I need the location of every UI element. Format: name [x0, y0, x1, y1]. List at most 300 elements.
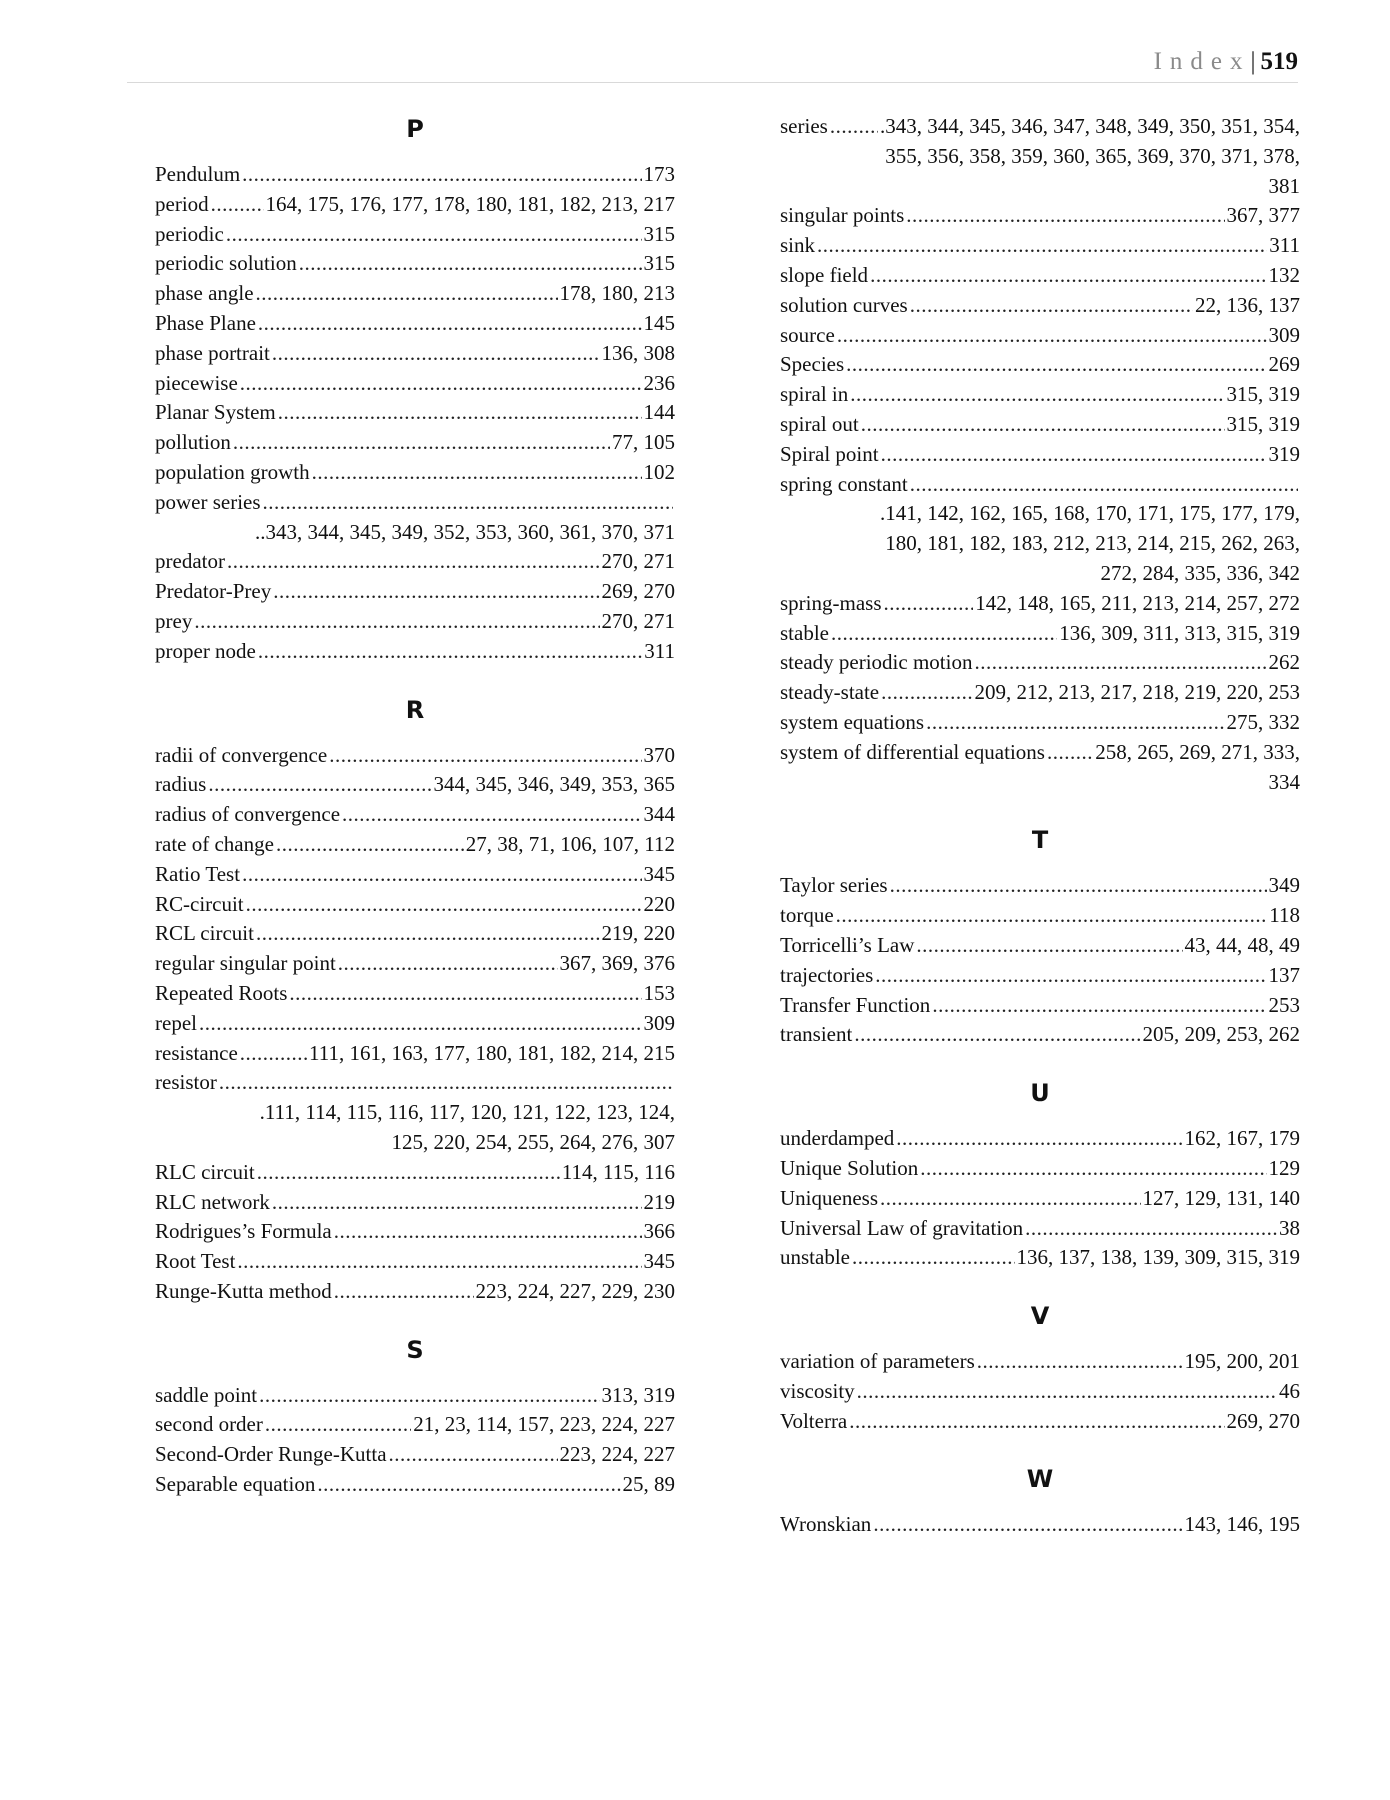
- page-refs: 195, 200, 201: [1184, 1349, 1300, 1374]
- running-header: [127, 44, 1298, 83]
- index-entry-line: [155, 160, 675, 190]
- index-entry-line: [780, 648, 1300, 678]
- index-entry: [780, 961, 1300, 991]
- index-entry: [780, 1020, 1300, 1050]
- page-refs: 136, 308: [601, 340, 675, 365]
- index-entry: [155, 949, 675, 979]
- index-entry-line: [780, 1347, 1300, 1377]
- dot-leader: [237, 1247, 641, 1277]
- page-refs: 311: [644, 638, 675, 663]
- index-term: unstable: [780, 1245, 850, 1270]
- dot-leader: [242, 160, 641, 190]
- page-refs: 21, 23, 114, 157, 223, 224, 227: [413, 1412, 675, 1437]
- index-term: series: [780, 114, 828, 138]
- index-term: steady-state: [780, 680, 880, 705]
- dot-leader: [977, 1347, 1183, 1377]
- index-entry-line: [780, 1407, 1300, 1437]
- dot-leader: [317, 1470, 620, 1500]
- index-entry-line: [155, 428, 675, 458]
- index-entry-line: [780, 1124, 1300, 1154]
- index-entry-line: [780, 961, 1300, 991]
- dot-leader: [194, 607, 599, 637]
- index-term: periodic solution: [155, 251, 297, 276]
- index-term: repel: [155, 1010, 197, 1035]
- index-term: torque: [780, 903, 834, 928]
- page-refs: 111, 161, 163, 177, 180, 181, 182, 214, 215: [309, 1040, 675, 1065]
- dot-leader: [846, 350, 1266, 380]
- dot-leader: [1047, 738, 1093, 768]
- section-letter-t: T: [1031, 826, 1049, 855]
- index-term: Pendulum: [155, 162, 241, 186]
- page-refs-continuation: .141, 142, 162, 165, 168, 170, 171, 175, 177, 179,: [880, 501, 1300, 526]
- page-refs: 102: [643, 459, 675, 484]
- dot-leader: [884, 589, 974, 619]
- index-entry-line: [780, 350, 1300, 380]
- dot-leader: [226, 220, 642, 250]
- page-refs: .343, 344, 345, 346, 347, 348, 349, 350, 351, 354,: [880, 114, 1300, 138]
- page-refs: 129: [1268, 1155, 1300, 1180]
- index-entry: [780, 619, 1300, 649]
- dot-leader: [850, 380, 1224, 410]
- dot-leader: [272, 339, 600, 369]
- index-term: prey: [155, 608, 193, 633]
- index-term: RC-circuit: [155, 891, 244, 916]
- header-title: Index: [1153, 48, 1251, 75]
- dot-leader: [890, 871, 1267, 901]
- dot-leader: [873, 1510, 1182, 1540]
- page-refs: 25, 89: [622, 1472, 675, 1497]
- index-entry: [780, 1407, 1300, 1437]
- index-entry: [155, 309, 675, 339]
- page-refs: 178, 180, 213: [559, 281, 675, 306]
- dot-leader: [926, 708, 1224, 738]
- index-entry: [780, 201, 1300, 231]
- index-entry-line: [155, 339, 675, 369]
- dot-leader: [338, 949, 558, 979]
- dot-leader: [240, 369, 642, 399]
- section-letter-r: R: [405, 695, 425, 724]
- index-entry-line: [155, 249, 675, 279]
- index-entry: [155, 249, 675, 279]
- page-refs: 118: [1269, 903, 1300, 928]
- index-term: Wronskian: [780, 1512, 872, 1537]
- index-entry: [780, 1510, 1300, 1540]
- index-term: underdamped: [780, 1126, 895, 1151]
- index-term: trajectories: [780, 962, 874, 987]
- index-term: phase angle: [155, 281, 254, 306]
- index-entry: [780, 350, 1300, 380]
- dot-leader: [830, 112, 878, 142]
- index-entry: [155, 1068, 675, 1157]
- dot-leader: [881, 440, 1267, 470]
- index-term: power series: [155, 489, 261, 514]
- index-term: radii of convergence: [155, 742, 328, 767]
- page-refs: 367, 369, 376: [559, 951, 675, 976]
- index-term: rate of change: [155, 831, 274, 856]
- index-entry: [155, 547, 675, 577]
- dot-leader: [259, 1381, 599, 1411]
- index-term: Phase Plane: [155, 310, 256, 335]
- page-refs: 173: [643, 162, 675, 186]
- page-refs: 270, 271: [601, 549, 675, 574]
- index-term: period: [155, 191, 209, 216]
- dot-leader: [916, 931, 1182, 961]
- index-term: RLC circuit: [155, 1159, 255, 1184]
- index-entry-line: [780, 708, 1300, 738]
- index-term: proper node: [155, 638, 256, 663]
- dot-leader: [257, 1158, 560, 1188]
- dot-leader: [263, 488, 673, 518]
- index-entry: [780, 708, 1300, 738]
- index-entry: [155, 398, 675, 428]
- dot-leader: [199, 1009, 642, 1039]
- index-term: radius: [155, 772, 207, 797]
- dot-leader: [870, 261, 1266, 291]
- index-entry-line: [155, 1410, 675, 1440]
- index-entry-line: [155, 637, 675, 667]
- dot-leader: [273, 577, 599, 607]
- index-entry-line: [155, 369, 675, 399]
- page-refs: 136, 309, 311, 313, 315, 319: [1059, 620, 1300, 645]
- index-entry-line: [155, 577, 675, 607]
- index-term: Unique Solution: [780, 1155, 919, 1180]
- index-entry-line: [155, 220, 675, 250]
- page-refs: 143, 146, 195: [1184, 1512, 1300, 1537]
- index-entry-line: [155, 1277, 675, 1307]
- header-inner: [1154, 48, 1298, 76]
- index-term: Runge-Kutta method: [155, 1278, 332, 1303]
- page-refs: 269: [1268, 352, 1300, 377]
- page-refs-continuation: 180, 181, 182, 183, 212, 213, 214, 215, 262, 263,: [885, 531, 1300, 556]
- index-entry-line: [780, 201, 1300, 231]
- page-refs: 127, 129, 131, 140: [1142, 1185, 1300, 1210]
- index-term: periodic: [155, 221, 224, 246]
- index-entry-line: [155, 398, 675, 428]
- dot-leader: [861, 410, 1225, 440]
- index-entry: [155, 577, 675, 607]
- index-entry: [780, 410, 1300, 440]
- dot-leader: [334, 1217, 642, 1247]
- dot-leader: [299, 249, 642, 279]
- page-refs: 220: [643, 891, 675, 916]
- index-entry-line: [780, 871, 1300, 901]
- page-refs: 114, 115, 116: [561, 1159, 675, 1184]
- page-refs-continuation: 334: [1268, 769, 1300, 794]
- index-term: system of differential equations: [780, 739, 1045, 764]
- index-entry: [155, 1247, 675, 1277]
- index-entry: [780, 738, 1300, 798]
- index-term: Torricelli’s Law: [780, 932, 915, 957]
- index-entry: [780, 1124, 1300, 1154]
- index-entry-line: [155, 800, 675, 830]
- dot-leader: [881, 678, 972, 708]
- dot-leader: [233, 428, 610, 458]
- dot-leader: [240, 1039, 307, 1069]
- page-refs: 313, 319: [601, 1382, 675, 1407]
- index-entry-line: [155, 979, 675, 1009]
- index-entry-line: [780, 1243, 1300, 1273]
- index-entry-line: [780, 291, 1300, 321]
- index-term: viscosity: [780, 1378, 855, 1403]
- page-refs: 136, 137, 138, 139, 309, 315, 319: [1016, 1245, 1300, 1270]
- index-entry-line: [780, 1184, 1300, 1214]
- index-entry: [155, 770, 675, 800]
- index-term: spiral in: [780, 382, 849, 407]
- dot-leader: [852, 1243, 1015, 1273]
- index-entry-line: [780, 931, 1300, 961]
- page-refs: 315: [643, 251, 675, 276]
- page-refs: 46: [1279, 1378, 1300, 1403]
- index-entry: [155, 1217, 675, 1247]
- index-entry: [155, 919, 675, 949]
- page-refs: 43, 44, 48, 49: [1184, 932, 1300, 957]
- page-refs: 319: [1268, 441, 1300, 466]
- index-term: spring-mass: [780, 590, 882, 615]
- page-refs: 344, 345, 346, 349, 353, 365: [433, 772, 675, 797]
- index-term: Planar System: [155, 400, 276, 425]
- index-entry: [780, 1377, 1300, 1407]
- index-entry: [155, 1009, 675, 1039]
- index-term: Spiral point: [780, 441, 879, 466]
- index-entry-line: [780, 991, 1300, 1021]
- dot-leader: [974, 648, 1266, 678]
- page-refs: 164, 175, 176, 177, 178, 180, 181, 182, 213, 217: [265, 191, 675, 216]
- index-entry-line: [155, 1381, 675, 1411]
- page-refs: 162, 167, 179: [1184, 1126, 1300, 1151]
- index-entry-line: [780, 261, 1300, 291]
- index-entry-line: [155, 1009, 675, 1039]
- index-term: Taylor series: [780, 873, 888, 898]
- section-letter-u: U: [1030, 1079, 1050, 1108]
- dot-leader: [258, 637, 642, 667]
- index-term: stable: [780, 620, 829, 645]
- index-entry: [780, 648, 1300, 678]
- index-entry-line: [155, 860, 675, 890]
- index-entry: [780, 1214, 1300, 1244]
- index-entry: [780, 1347, 1300, 1377]
- dot-leader: [880, 1184, 1141, 1214]
- index-entry-line: [780, 440, 1300, 470]
- page-refs: 370: [643, 742, 675, 767]
- index-term: Separable equation: [155, 1472, 316, 1497]
- index-term: Rodrigues’s Formula: [155, 1219, 332, 1244]
- index-entry-line: [780, 1214, 1300, 1244]
- page-refs-continuation: ..343, 344, 345, 349, 352, 353, 360, 361, 370, 371: [255, 519, 675, 544]
- index-entry: [155, 190, 675, 220]
- page-refs: 366: [643, 1219, 675, 1244]
- section-letter-s: S: [406, 1335, 424, 1364]
- index-term: transient: [780, 1022, 853, 1047]
- index-entry: [780, 321, 1300, 351]
- index-term: solution curves: [780, 292, 908, 317]
- index-entry: [155, 1277, 675, 1307]
- index-entry-line: [155, 949, 675, 979]
- index-entry-line: [780, 589, 1300, 619]
- index-entry-line: [155, 770, 675, 800]
- index-term: Uniqueness: [780, 1185, 878, 1210]
- index-entry: [155, 1440, 675, 1470]
- index-entry-line: [780, 738, 1300, 768]
- index-entry-line: [155, 607, 675, 637]
- index-entry: [155, 428, 675, 458]
- index-entry: [780, 589, 1300, 619]
- section-letter-p: P: [406, 115, 424, 143]
- index-entry: [155, 860, 675, 890]
- index-entry-line: [155, 1039, 675, 1069]
- dot-leader: [910, 470, 1298, 500]
- page-refs: 223, 224, 227: [559, 1442, 675, 1467]
- dot-leader: [211, 190, 264, 220]
- index-entry-line: [155, 919, 675, 949]
- index-entry: [155, 800, 675, 830]
- index-entry-line: [155, 458, 675, 488]
- index-entry: [780, 678, 1300, 708]
- index-term: RCL circuit: [155, 921, 254, 946]
- index-term: radius of convergence: [155, 802, 341, 827]
- page-refs: 22, 136, 137: [1195, 292, 1300, 317]
- index-entry-line: [155, 1158, 675, 1188]
- dot-leader: [342, 800, 641, 830]
- index-entry: [155, 220, 675, 250]
- index-entry: [780, 291, 1300, 321]
- index-entry: [155, 1188, 675, 1218]
- index-term: sink: [780, 233, 816, 258]
- index-entry: [780, 1154, 1300, 1184]
- dot-leader: [258, 309, 642, 339]
- page-refs: 137: [1268, 962, 1300, 987]
- index-entry: [155, 1039, 675, 1069]
- index-entry: [155, 369, 675, 399]
- index-entry: [155, 979, 675, 1009]
- index-entry: [780, 1243, 1300, 1273]
- dot-leader: [329, 741, 641, 771]
- dot-leader: [932, 991, 1266, 1021]
- page-number: 519: [1260, 48, 1298, 75]
- index-entry-line: [155, 1470, 675, 1500]
- index-entry: [155, 488, 675, 548]
- dot-leader: [849, 1407, 1224, 1437]
- index-term: Species: [780, 352, 845, 377]
- page-refs-continuation: 355, 356, 358, 359, 360, 365, 369, 370, 371, 378,: [885, 143, 1300, 168]
- dot-leader: [836, 901, 1268, 931]
- page-refs: 253: [1268, 992, 1300, 1017]
- index-term: Universal Law of gravitation: [780, 1215, 1024, 1240]
- index-entry: [155, 1470, 675, 1500]
- page-refs-continuation: 272, 284, 335, 336, 342: [1100, 560, 1300, 585]
- page-refs: 38: [1279, 1215, 1300, 1240]
- index-entry: [155, 339, 675, 369]
- page-refs: 345: [643, 861, 675, 886]
- index-entry: [780, 871, 1300, 901]
- page-refs: 132: [1268, 262, 1300, 287]
- index-term: regular singular point: [155, 951, 336, 976]
- dot-leader: [289, 979, 641, 1009]
- page-refs: 209, 212, 213, 217, 218, 219, 220, 253: [974, 680, 1300, 705]
- index-entry-line: [155, 1068, 675, 1098]
- page-refs: 144: [643, 400, 675, 425]
- index-term: Predator-Prey: [155, 579, 272, 604]
- dot-leader: [837, 321, 1267, 351]
- index-term: Second-Order Runge-Kutta: [155, 1442, 387, 1467]
- page-refs: 311: [1269, 233, 1300, 258]
- page-refs-continuation: 125, 220, 254, 255, 264, 276, 307: [391, 1129, 675, 1154]
- index-entry: [155, 890, 675, 920]
- index-entry-line: [780, 1020, 1300, 1050]
- dot-leader: [312, 458, 642, 488]
- page-refs: 142, 148, 165, 211, 213, 214, 257, 272: [975, 590, 1300, 615]
- page-refs: 349: [1268, 873, 1300, 898]
- index-entry-line: [780, 1377, 1300, 1407]
- page-refs: 269, 270: [1226, 1408, 1300, 1433]
- index-entry-line: [155, 1247, 675, 1277]
- dot-leader: [896, 1124, 1182, 1154]
- index-entry-line: [780, 619, 1300, 649]
- page-refs: 219: [643, 1189, 675, 1214]
- index-entry-line: [780, 231, 1300, 261]
- index-column-left: [155, 112, 675, 1500]
- dot-leader: [265, 1410, 411, 1440]
- index-term: Ratio Test: [155, 861, 241, 886]
- page-refs: 309: [1268, 322, 1300, 347]
- dot-leader: [389, 1440, 558, 1470]
- index-entry-line: [780, 678, 1300, 708]
- index-entry: [155, 1158, 675, 1188]
- index-entry: [780, 901, 1300, 931]
- dot-leader: [334, 1277, 474, 1307]
- index-entry: [155, 160, 675, 190]
- index-term: saddle point: [155, 1382, 258, 1407]
- page-refs: 345: [643, 1249, 675, 1274]
- dot-leader: [278, 398, 642, 428]
- index-term: second order: [155, 1412, 263, 1437]
- page-refs: 315, 319: [1226, 411, 1300, 436]
- page-refs: 153: [643, 980, 675, 1005]
- index-entry-line: [155, 488, 675, 518]
- page-refs: 315: [643, 221, 675, 246]
- index-term: resistor: [155, 1070, 217, 1095]
- page-refs: 77, 105: [612, 430, 675, 455]
- dot-leader: [910, 291, 1193, 321]
- dot-leader: [817, 231, 1267, 261]
- page-refs: 219, 220: [601, 921, 675, 946]
- page-refs: 269, 270: [601, 579, 675, 604]
- dot-leader: [246, 890, 642, 920]
- dot-leader: [857, 1377, 1277, 1407]
- index-entry-line: [155, 741, 675, 771]
- dot-leader: [227, 547, 600, 577]
- index-entry: [780, 380, 1300, 410]
- index-term: steady periodic motion: [780, 650, 973, 675]
- index-term: slope field: [780, 262, 869, 287]
- index-entry-line: [155, 190, 675, 220]
- index-entry: [780, 931, 1300, 961]
- index-entry-line: [155, 1440, 675, 1470]
- index-entry: [155, 607, 675, 637]
- index-entry-line: [155, 547, 675, 577]
- index-entry: [780, 261, 1300, 291]
- page-refs: 205, 209, 253, 262: [1142, 1022, 1300, 1047]
- page-refs: 275, 332: [1226, 709, 1300, 734]
- dot-leader: [875, 961, 1266, 991]
- dot-leader: [208, 770, 431, 800]
- index-entry: [155, 458, 675, 488]
- dot-leader: [1025, 1214, 1277, 1244]
- index-term: spring constant: [780, 471, 908, 496]
- index-entry: [780, 231, 1300, 261]
- page-refs-continuation: .111, 114, 115, 116, 117, 120, 121, 122, 123, 124,: [259, 1100, 675, 1125]
- index-entry-line: [155, 279, 675, 309]
- dot-leader: [276, 830, 464, 860]
